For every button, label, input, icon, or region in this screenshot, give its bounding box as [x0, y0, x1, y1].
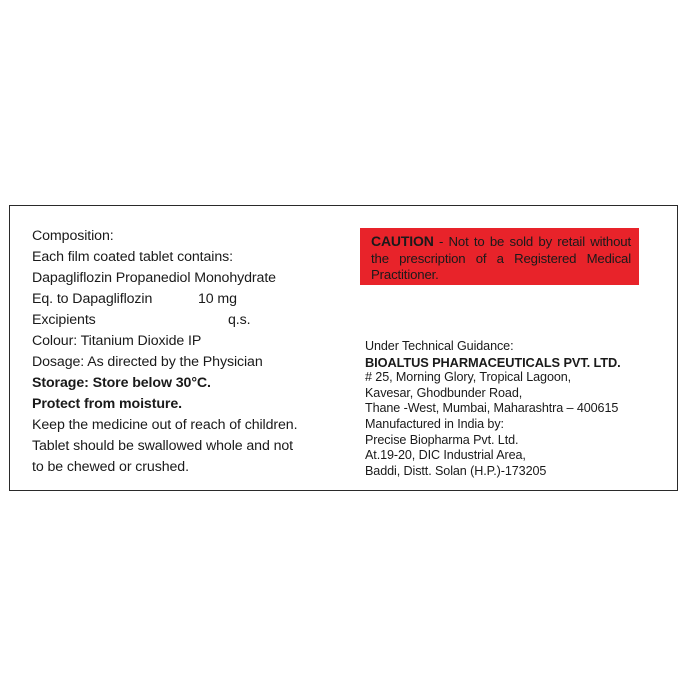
ingredient-text: Dapagliflozin Propanediol Monohydrate	[32, 270, 276, 286]
company-address-line-1: # 25, Morning Glory, Tropical Lagoon,	[365, 370, 572, 385]
keep-away-text: Keep the medicine out of reach of children.	[32, 417, 298, 433]
equivalent-label: Eq. to Dapagliflozin	[32, 291, 153, 307]
composition-heading: Composition:	[32, 228, 114, 244]
colour-text: Colour: Titanium Dioxide IP	[32, 333, 202, 349]
equivalent-row	[32, 289, 342, 310]
manufacturer-name: Precise Biopharma Pvt. Ltd.	[365, 432, 519, 447]
company-address-line-3: Thane -West, Mumbai, Maharashtra – 400615	[365, 401, 619, 416]
excipients-label: Excipients	[32, 312, 96, 328]
excipients-row	[32, 310, 342, 331]
dosage-text: Dosage: As directed by the Physician	[32, 354, 263, 370]
storage-text: Storage: Store below 30°C.	[32, 375, 211, 391]
protect-text: Protect from moisture.	[32, 396, 182, 412]
caution-word: CAUTION	[371, 233, 434, 249]
manufacturer-label: Manufactured in India by:	[365, 416, 504, 431]
company-address-line-2: Kavesar, Ghodbunder Road,	[365, 385, 523, 400]
caution-text: - Not to be sold by retail without the prescription of a Registered Medical Practitioner.	[371, 234, 631, 282]
caution-box	[360, 228, 639, 285]
composition-section	[32, 226, 342, 478]
manufacturer-address-line-2: Baddi, Distt. Solan (H.P.)-173205	[365, 463, 547, 478]
equivalent-value: 10 mg	[198, 291, 237, 307]
excipients-value: q.s.	[228, 312, 251, 328]
swallow-text-line-2: to be chewed or crushed.	[32, 459, 189, 475]
guidance-label: Under Technical Guidance:	[365, 339, 514, 353]
each-tablet-text: Each film coated tablet contains:	[32, 249, 233, 265]
swallow-text-line-1: Tablet should be swallowed whole and not	[32, 438, 294, 454]
company-name: BIOALTUS PHARMACEUTICALS PVT. LTD.	[365, 354, 621, 370]
label-panel	[9, 205, 678, 491]
manufacturer-address-line-1: At.19-20, DIC Industrial Area,	[365, 448, 526, 463]
manufacturer-section	[365, 339, 665, 479]
